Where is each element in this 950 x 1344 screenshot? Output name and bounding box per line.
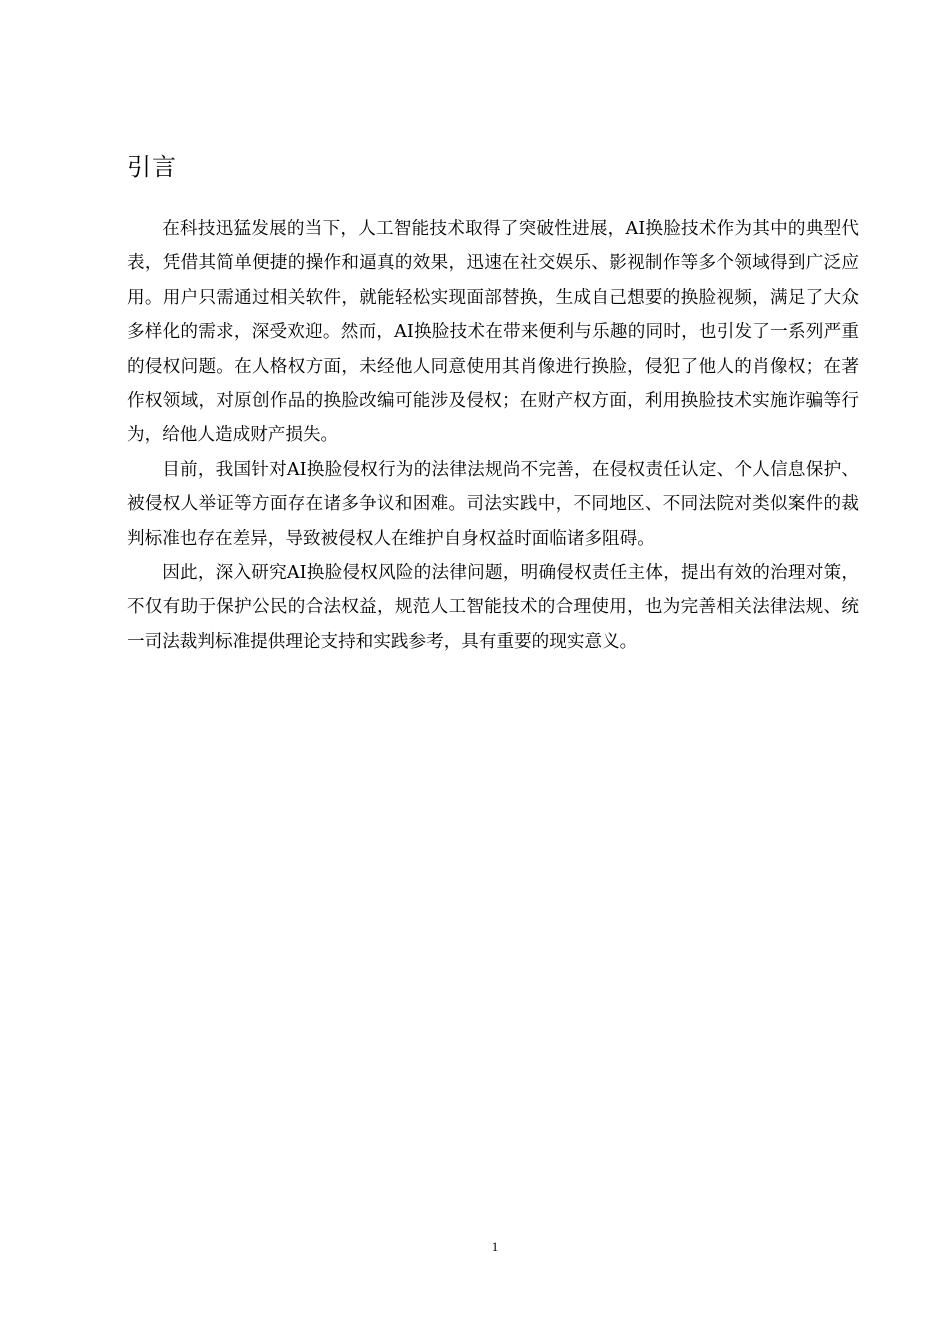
paragraph-2: 目前，我国针对AI换脸侵权行为的法律法规尚不完善，在侵权责任认定、个人信息保护、被侵权人举证等方面存在诸多争议和困难。司法实践中，不同地区、不同法院对类似案件的裁判标准也存在差异，导致被侵权人在维护自身权益时面临诸多阻碍。 (127, 459, 859, 549)
body-text (127, 212, 859, 659)
paragraph-3: 因此，深入研究AI换脸侵权风险的法律问题，明确侵权责任主体，提出有效的治理对策，不仅有助于保护公民的合法权益，规范人工智能技术的合理使用，也为完善相关法律法规、统一司法裁判标准提供理论支持和实践参考，具有重要的现实意义。 (127, 563, 859, 652)
section-heading: 引言 (127, 153, 177, 181)
page-number: 1 (491, 1239, 499, 1254)
paragraph-1: 在科技迅猛发展的当下，人工智能技术取得了突破性进展，AI换脸技术作为其中的典型代表，凭借其简单便捷的操作和逼真的效果，迅速在社交娱乐、影视制作等多个领域得到广泛应用。用户只需通过相关软件，就能轻松实现面部替换，生成自己想要的换脸视频，满足了大众多样化的需求，深受欢迎。然而，AI换脸技术在带来便利与乐趣的同时，也引发了一系列严重的侵权问题。在人格权方面，未经他人同意使用其肖像进行换脸，侵犯了他人的肖像权；在著作权领域，对原创作品的换脸改编可能涉及侵权；在财产权方面，利用换脸技术实施诈骗等行为，给他人造成财产损失。 (127, 219, 859, 446)
